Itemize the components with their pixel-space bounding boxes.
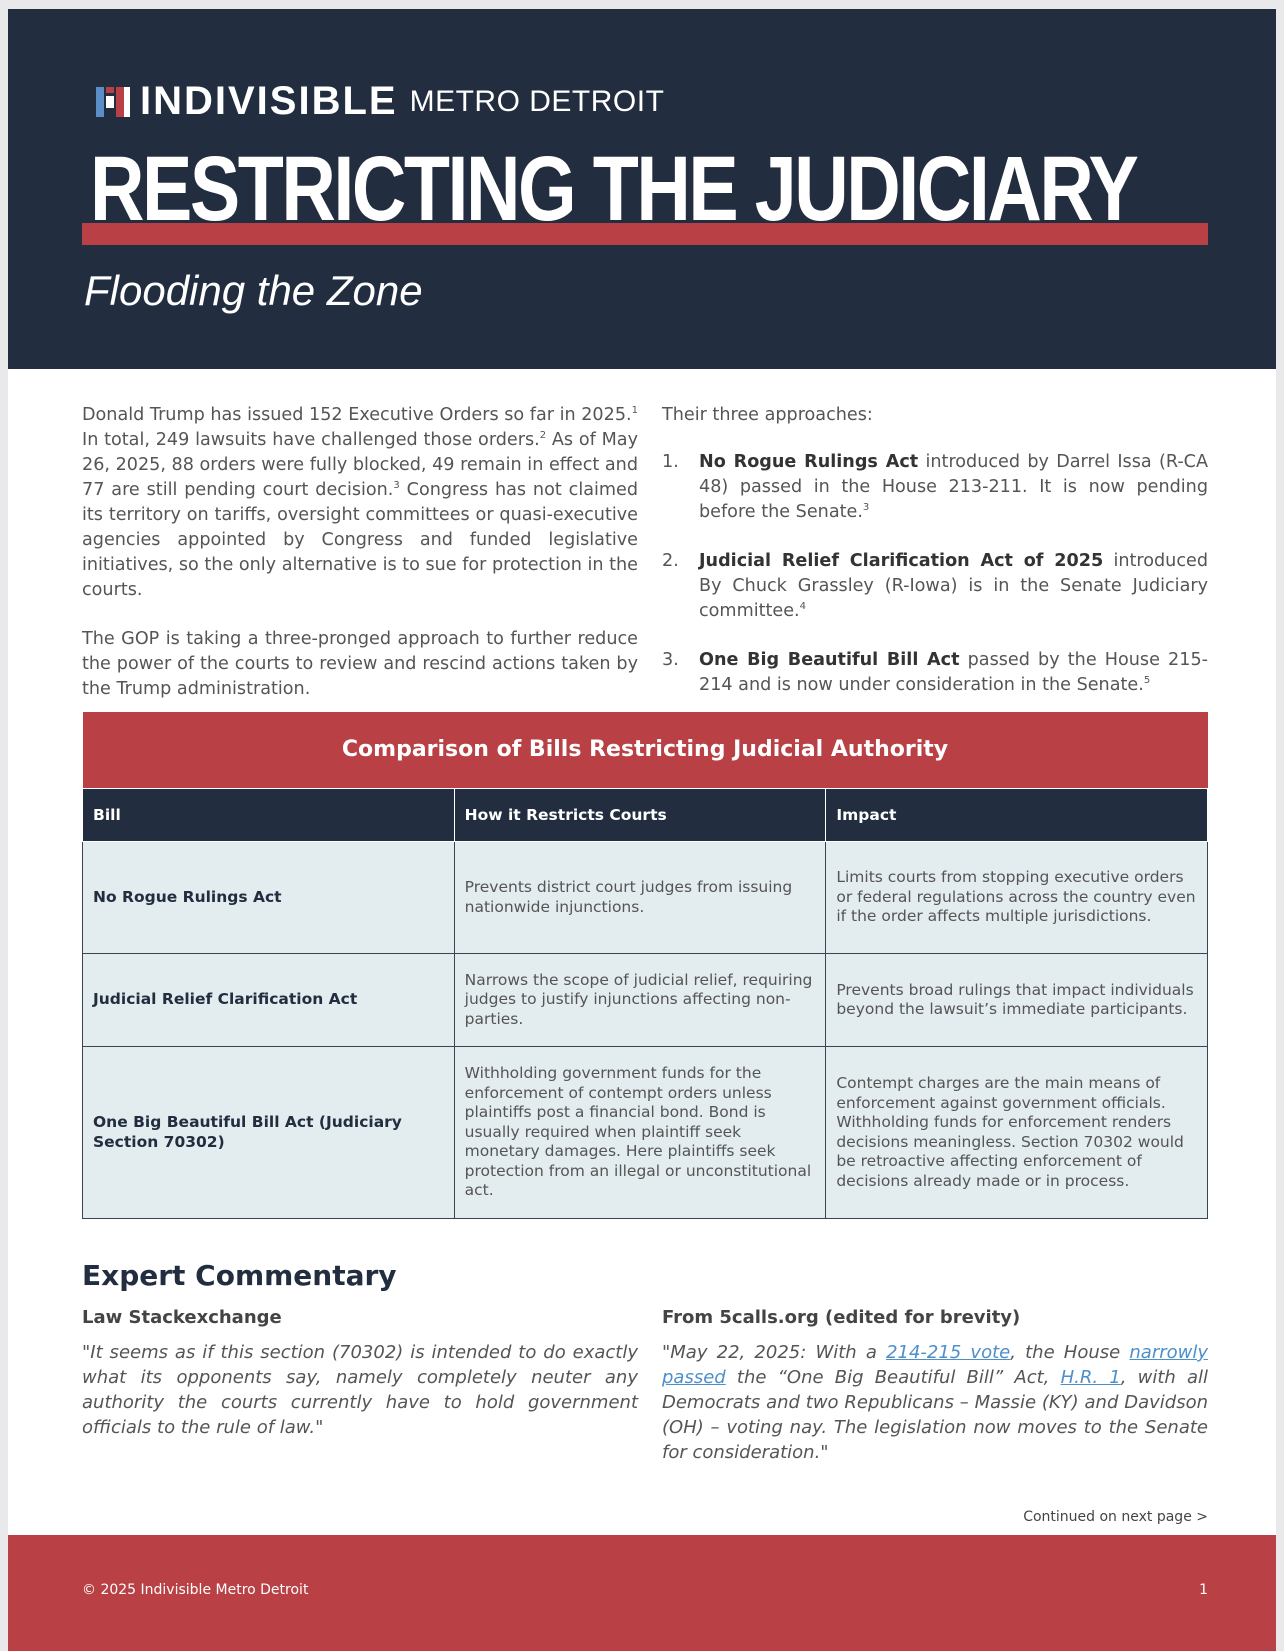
approaches-heading: Their three approaches: xyxy=(662,405,873,425)
approach-item: 2. Judicial Relief Clarification Act of 2025 introduced By Chuck Grassley (R-Iowa) is in the Senate Judiciary committee.$^4$ xyxy=(662,551,1208,621)
commentary-source: From 5calls.org (edited for brevity) xyxy=(662,1307,1021,1328)
impact-cell: Prevents broad rulings that impact individuals beyond the lawsuit’s immediate participants. xyxy=(826,954,1208,1047)
table-row xyxy=(83,954,1208,1047)
intro-paragraph-1: Donald Trump has issued 152 Executive Orders so far in 2025.$^1$ In total, 249 lawsuits have challenged those orders.$^2$ As of May 26, 2025, 88 orders were fully blocked, 49 remain in effect and 77 are still pending court decision.$^3$ Congress has not claimed its territory on tariffs, oversight committees or quasi-executive agencies appointed by Congress and funded legislative initiatives, so the only alternative is to sue for protection in the courts. xyxy=(82,405,639,600)
page-subtitle: Flooding the Zone xyxy=(84,267,423,314)
table-header-row xyxy=(83,789,1208,842)
commentary-left xyxy=(82,1307,638,1440)
continued-note: Continued on next page > xyxy=(1023,1509,1208,1525)
bills-comparison-table xyxy=(82,712,1208,1219)
bill-cell: No Rogue Rulings Act xyxy=(83,842,455,954)
org-name: INDIVISIBLE xyxy=(140,79,398,123)
copyright: © 2025 Indivisible Metro Detroit xyxy=(82,1582,309,1598)
indivisible-logo-icon xyxy=(96,87,132,117)
intro-paragraph-2: The GOP is taking a three-pronged approach to further reduce the power of the courts to review and rescind actions taken by the Trump administration. xyxy=(82,629,638,699)
intro-text xyxy=(82,403,638,726)
column-header: Bill xyxy=(83,789,455,842)
impact-cell: Contempt charges are the main means of enforcement against government officials. Withholding funds for enforcement renders decisions meaningless. Section 70302 would be retroactive affecting enforcement of decisions already made or in process. xyxy=(826,1047,1208,1219)
restriction-cell: Withholding government funds for the enforcement of contempt orders unless plaintiffs post a financial bond. Bond is usually required when plaintiff seek monetary damages. Here plaintiffs seek protection from an illegal or unconstitutional act. xyxy=(454,1047,826,1219)
hr1-link[interactable]: H.R. 1 xyxy=(1060,1367,1121,1388)
approach-item: 3. One Big Beautiful Bill Act passed by the House 215-214 and is now under consideration in the Senate.$^5$ xyxy=(662,650,1208,695)
table-row xyxy=(83,842,1208,954)
commentary-quote: "May 22, 2025: With a 214-215 vote, the House narrowly passed the “One Big Beautiful Bill” Act, H.R. 1, with all Democrats and two Republicans – Massie (KY) and Davidson (OH) – voting nay. The legislation now moves to the Senate for consideration." xyxy=(662,1342,1209,1463)
table-row xyxy=(83,1047,1208,1219)
expert-commentary-heading: Expert Commentary xyxy=(82,1259,397,1292)
approaches-list xyxy=(662,403,1208,722)
restriction-cell: Prevents district court judges from issuing nationwide injunctions. xyxy=(454,842,826,954)
vote-link[interactable]: 214-215 vote xyxy=(886,1342,1011,1363)
approach-item: 1. No Rogue Rulings Act introduced by Darrel Issa (R-CA 48) passed in the House 213-211. It is now pending before the Senate.$^3$ xyxy=(662,452,1209,522)
commentary-quote: "It seems as if this section (70302) is intended to do exactly what its opponents say, namely completely neuter any authority the courts currently have to hold government officials to the rule of law." xyxy=(82,1342,638,1438)
org-subname: METRO DETROIT xyxy=(409,84,665,118)
commentary-right xyxy=(662,1307,1208,1465)
table-caption: Comparison of Bills Restricting Judicial Authority xyxy=(83,712,1208,789)
column-header: Impact xyxy=(826,789,1208,842)
commentary-source: Law Stackexchange xyxy=(82,1307,282,1328)
restriction-cell: Narrows the scope of judicial relief, requiring judges to justify injunctions affecting non-parties. xyxy=(454,954,826,1047)
narrowly-passed-link[interactable]: narrowly passed xyxy=(662,1342,1209,1388)
page-title: RESTRICTING THE JUDICIARY xyxy=(90,138,1137,240)
page xyxy=(8,9,1276,1651)
bill-cell: Judicial Relief Clarification Act xyxy=(83,954,455,1047)
impact-cell: Limits courts from stopping executive orders or federal regulations across the country even if the order affects multiple jurisdictions. xyxy=(826,842,1208,954)
bill-cell: One Big Beautiful Bill Act (Judiciary Section 70302) xyxy=(83,1047,455,1219)
header-banner xyxy=(8,9,1276,369)
page-number: 1 xyxy=(1199,1582,1208,1598)
column-header: How it Restricts Courts xyxy=(454,789,826,842)
footer-banner xyxy=(8,1535,1276,1651)
logo xyxy=(96,79,664,124)
